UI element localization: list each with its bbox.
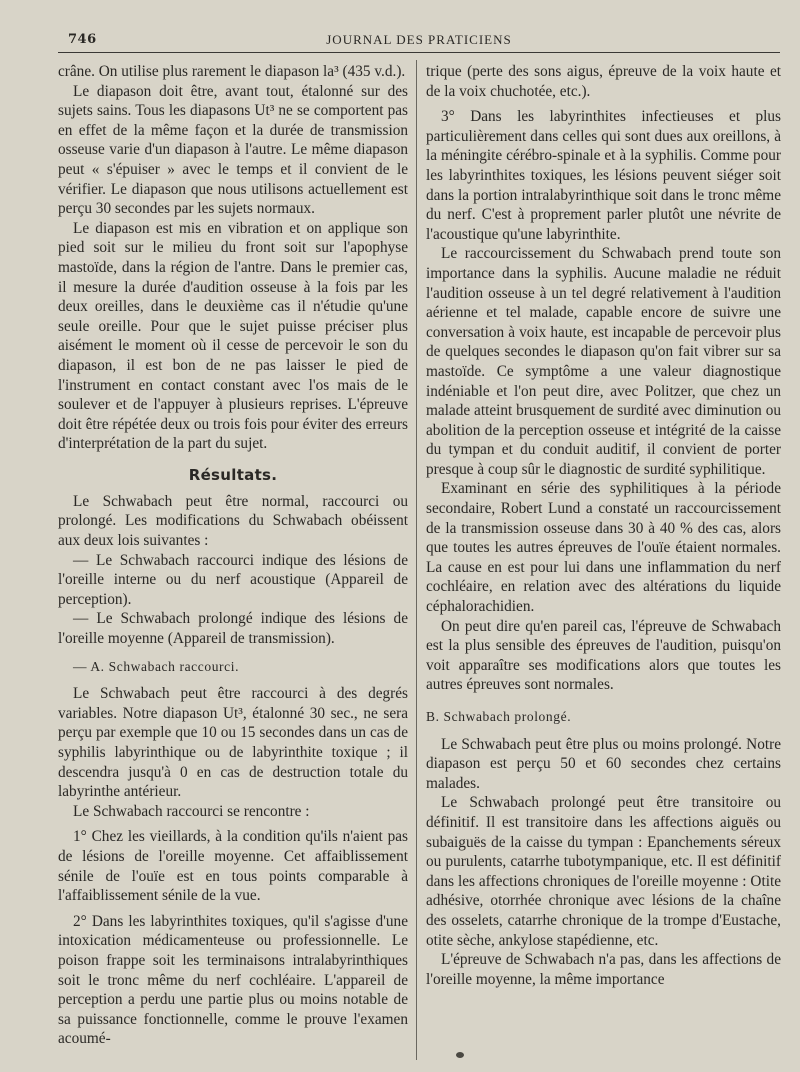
paragraph: On peut dire qu'en pareil cas, l'épreuve de Schwabach est la plus sensible des épreuves de l'audition, puisqu'on voit apparaître ses modifications alors que toutes les autres épreuves sont normales. bbox=[426, 617, 781, 694]
paragraph: L'épreuve de Schwabach n'a pas, dans les affections de l'oreille moyenne, la même importance bbox=[426, 951, 781, 988]
page-number: 746 bbox=[68, 32, 97, 47]
journal-title: JOURNAL DES PRATICIENS bbox=[326, 32, 512, 47]
law-paragraph: — Le Schwabach raccourci indique des lésions de l'oreille interne ou du nerf acoustique (Appareil de perception). bbox=[58, 551, 408, 608]
law-paragraph: — Le Schwabach prolongé indique des lésions de l'oreille moyenne (Appareil de transmission). bbox=[58, 610, 408, 648]
paragraph: Le Schwabach prolongé peut être transitoire ou définitif. Il est transitoire dans les affections aiguës ou subaiguës de la caisse du tympan : Epanchements séreux ou purulents, catarrhe tubotympanique, etc. Il est définitif dans les affections chroniques de l'oreille moyenne : Otite adhésive, otorrhée chronique avec lésions de la chaîne des osselets, catarrhe chronique de la trompe d'Eustache, otite sèche, ankylose stapédienne, etc. bbox=[426, 794, 781, 949]
paragraph: Le Schwabach raccourci se rencontre : bbox=[73, 802, 310, 820]
page-header bbox=[58, 30, 780, 53]
paragraph: Le Schwabach peut être normal, raccourci ou prolongé. Les modifications du Schwabach obéissent aux deux lois suivantes : bbox=[58, 492, 408, 550]
paragraph: 1° Chez les vieillards, à la condition qu'ils n'aient pas de lésions de l'oreille moyenne. Cet affaiblissement sénile de l'ouïe est en tous points comparable à l'affaiblissement sénile de la vue. bbox=[58, 828, 408, 905]
paragraph: Le diapason doit être, avant tout, étalonné sur des sujets sains. Tous les diapasons Ut³ ne se comportent pas en effet de la même façon et la durée de transmission osseuse varie d'un diapason à l'autre. Le même diapason peut « s'épuiser » avec le temps et il convient de le vérifier. Le diapason que nous utilisons actuellement est perçu 30 secondes par les sujets normaux. bbox=[58, 82, 408, 218]
column-divider bbox=[416, 60, 417, 1060]
results-heading: Résultats. bbox=[188, 465, 278, 484]
paragraph: Le raccourcissement du Schwabach prend toute son importance dans la syphilis. Aucune maladie ne réduit l'audition osseuse à un tel degré relativement à l'audition aérienne et tel malade, capable encore de suivre une conversation à voix haute, est incapable de percevoir plus de quelques secondes le diapason qu'on fait vibrer sur sa mastoïde. Ce symptôme a une valeur diagnostique indéniable et l'on peut dire, avec Politzer, que chez un malade atteint brusquement de surdité avec diminution ou abolition de la perception osseuse et intégrité de la caisse du tympan et du conduit auditif, il convient de porter presque à coup sûr le diagnostic de surdité syphilitique. bbox=[426, 245, 781, 478]
subheading-a: — A. Schwabach raccourci. bbox=[73, 658, 240, 674]
paragraph: crâne. On utilise plus rarement le diapason la³ (435 v.d.). bbox=[58, 63, 406, 80]
paragraph: 2° Dans les labyrinthites toxiques, qu'il s'agisse d'une intoxication médicamenteuse ou professionnelle. Le poison frappe soit les terminaisons intralabyrinthiques soit le tronc même du nerf cochléaire. L'appareil de perception a perdu une partie plus ou moins notable de sa puissance fonctionnelle, comme le prouve l'examen acoumé- bbox=[58, 912, 408, 1048]
paragraph: Le Schwabach peut être raccourci à des degrés variables. Notre diapason Ut³, étalonné 30 sec., ne sera perçu par exemple que 10 ou 15 secondes dans un cas de syphilis labyrinthique ou de labyrinthite toxique ; il descendra jusqu'à 0 en cas de destruction totale du labyrinthe antérieur. bbox=[58, 685, 408, 801]
paragraph: trique (perte des sons aigus, épreuve de la voix haute et de la voix chuchotée, etc.). bbox=[426, 63, 781, 100]
paragraph: 3° Dans les labyrinthites infectieuses et plus particulièrement dans celles qui sont dues aux oreillons, à la méningite cérébro-spinale et à la syphilis. Comme pour les labyrinthites toxiques, les lésions peuvent siéger soit dans la portion intralabyrinthique soit dans le tronc même du nerf. C'est à proprement parler plutôt une névrite de l'acoustique qu'une labyrinthite. bbox=[426, 108, 781, 243]
paragraph: Examinant en série des syphilitiques à la période secondaire, Robert Lund a constaté un raccourcissement de la transmission osseuse dans 30 à 40 % des cas, alors que toutes les autres épreuves de l'ouïe étaient normales. La cause en est pour lui dans une inflammation du nerf cochléaire, en relation avec des altérations du liquide céphalorachidien. bbox=[426, 480, 781, 616]
paragraph: Le Schwabach peut être plus ou moins prolongé. Notre diapason est perçu 50 et 60 secondes chez certains malades. bbox=[426, 735, 781, 792]
paragraph: Le diapason est mis en vibration et on applique son pied soit sur le milieu du front soit sur l'apophyse mastoïde, dans la région de l'antre. Dans le premier cas, il mesure la durée d'audition osseuse à la fois par les deux oreilles, dans le deuxième cas il n'étudie qu'une seule oreille. Pour que le sujet puisse préciser plus aisément le moment où il cesse de percevoir le son du diapason, il est bon de ne pas laisser le pied de l'instrument en contact constant avec l'os mais de le soulever et de l'appuyer à plusieurs reprises. L'épreuve doit être répétée deux ou trois fois pour éviter des erreurs d'interprétation de la part du sujet. bbox=[58, 219, 408, 453]
left-column bbox=[58, 62, 408, 1049]
subheading-b: B. Schwabach prolongé. bbox=[426, 709, 572, 724]
ink-spot bbox=[456, 1052, 464, 1058]
right-column bbox=[426, 62, 781, 989]
